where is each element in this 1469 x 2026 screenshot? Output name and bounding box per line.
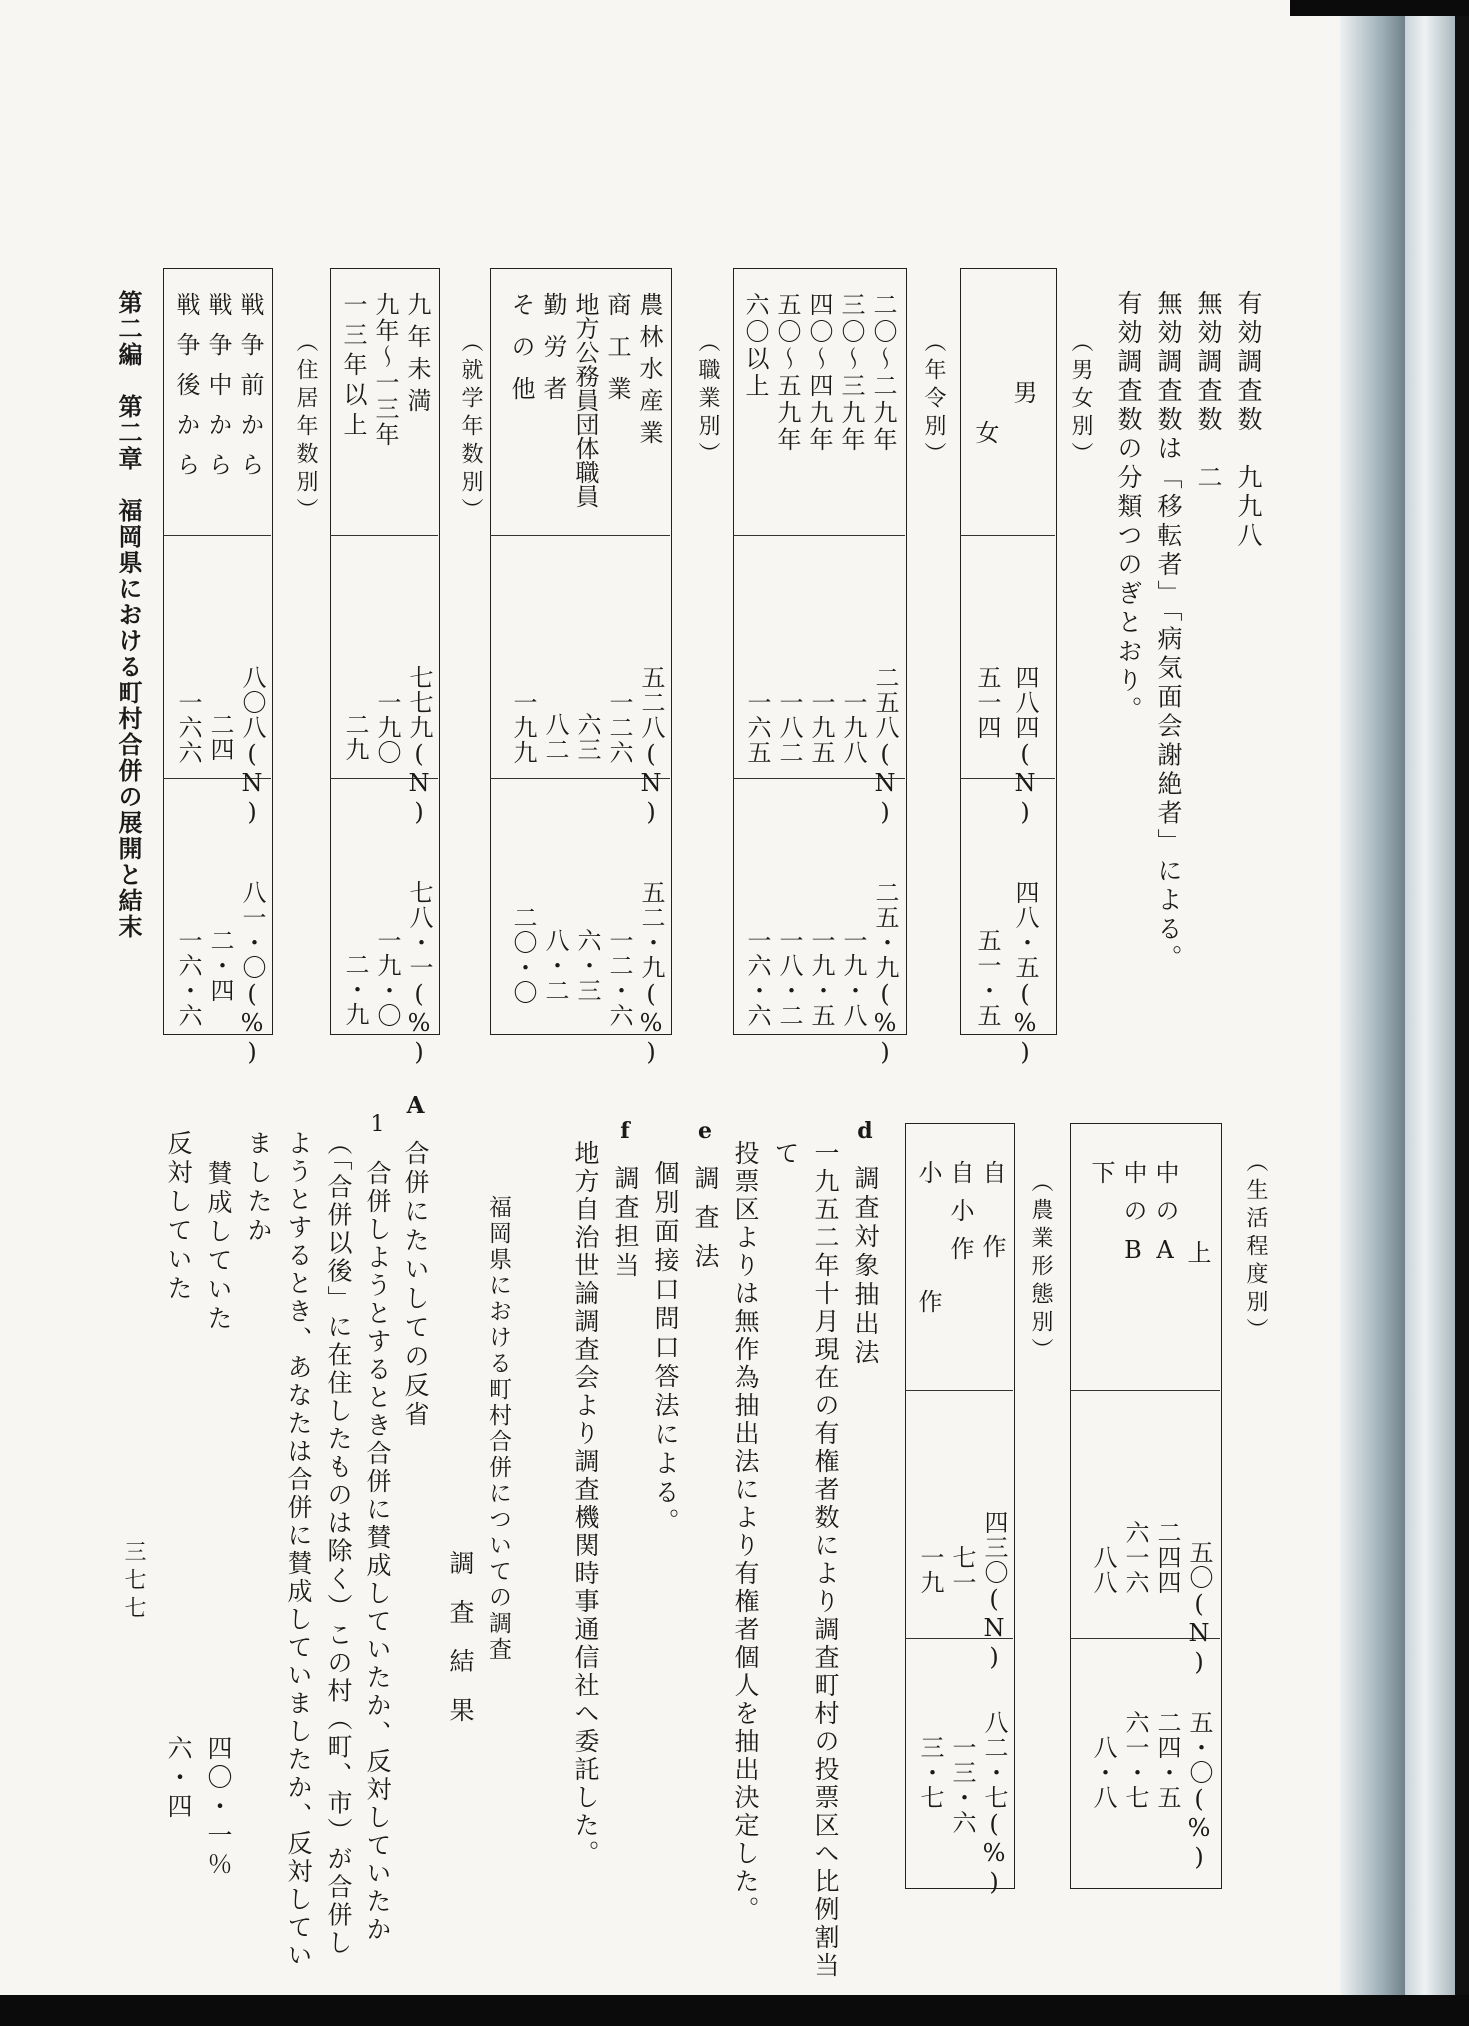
section-f-heading: 調査担当 — [611, 1165, 640, 1281]
table-cell-n: 二五八(N) — [871, 665, 899, 827]
table-cell-n: 四三〇(N) — [980, 1510, 1008, 1672]
table-row-label: 自作 — [978, 1160, 1006, 1308]
table-cell-n: 八八 — [1089, 1545, 1117, 1595]
table-row-label: 中のA — [1151, 1160, 1179, 1278]
table-row-label: 戦争後から — [172, 292, 200, 492]
table-row-label: 戦争中から — [204, 292, 232, 492]
table-cell-n: 一二六 — [605, 690, 633, 765]
table-cell-pct: 五二・九(%) — [637, 880, 665, 1067]
section-e-line-1: 個別面接口問口答法による。 — [651, 1160, 680, 1537]
table-row-label: 九年未満 — [403, 292, 431, 420]
table-cell-pct: 八二・七(%) — [980, 1710, 1008, 1897]
running-head: 第二編 第二章 福岡県における町村合併の展開と結末 — [114, 290, 143, 940]
table-cell-pct: 六一・七 — [1121, 1710, 1149, 1810]
question-line-2: （「合併以後」に在住したものは除く）この村（町、市）が合併し — [324, 1130, 353, 1958]
table-cell-pct: 八一・〇(%) — [238, 880, 266, 1067]
page-edge-shadow — [1340, 0, 1415, 2026]
table-cell-pct: 一二・六 — [605, 928, 633, 1028]
table-divider — [163, 535, 271, 536]
top-dark-strip — [1290, 0, 1469, 16]
table-row-label: 三〇〜三九年 — [837, 292, 865, 454]
table-cell-pct: 四八・五(%) — [1011, 880, 1039, 1067]
table-row-label: 上 — [1183, 1240, 1211, 1267]
table-row-label: 五〇〜五九年 — [773, 292, 801, 454]
table-cell-pct: 一九・八 — [839, 928, 867, 1028]
table-divider — [490, 535, 670, 536]
table-divider — [330, 535, 438, 536]
table-row-label: 九年〜一三年 — [371, 292, 399, 448]
page-number: 三七七 — [121, 1540, 146, 1624]
answer-1-label: 賛成していた — [204, 1160, 233, 1334]
table-cell-n: 五〇(N) — [1185, 1540, 1213, 1677]
table-row-label: 自小作 — [946, 1160, 974, 1274]
table-divider — [1070, 1390, 1220, 1391]
intro-line-1: 有効調査数 九九八 — [1234, 290, 1263, 551]
table-cell-pct: 八・二 — [541, 928, 569, 1003]
intro-line-3: 無効調査数は「移転者」「病気面会謝絶者」による。 — [1154, 290, 1183, 974]
table-cell-pct: 七八・一(%) — [405, 880, 433, 1067]
table-cell-n: 五二八(N) — [637, 665, 665, 827]
section-f-mark: f — [612, 1118, 638, 1148]
next-page-edge — [1405, 15, 1455, 2025]
table-divider — [960, 535, 1055, 536]
table-row-label: 下 — [1087, 1160, 1115, 1187]
table-row-label: 農林水産業 — [635, 292, 663, 452]
results-title: 調査結果 — [446, 1550, 475, 1746]
table-row-label: 男 — [1009, 380, 1037, 407]
table-divider — [733, 535, 905, 536]
table-cell-n: 一九九 — [509, 690, 537, 765]
table-cell-pct: 八・八 — [1089, 1735, 1117, 1810]
bottom-dark-strip — [0, 1995, 1469, 2026]
table-cell-pct: 一六・六 — [743, 928, 771, 1028]
table-row-label: 二〇〜二九年 — [869, 292, 897, 454]
table-cell-pct: 二〇・〇 — [509, 905, 537, 1005]
results-a-mark: A — [402, 1092, 429, 1123]
table-cell-n: 一九五 — [807, 690, 835, 765]
table-cell-n: 一九 — [916, 1545, 944, 1595]
section-d-heading: 調査対象抽出法 — [851, 1165, 880, 1368]
table-row-label: 戦争前から — [236, 292, 264, 492]
table-cell-pct: 五一・五 — [973, 928, 1001, 1028]
table-cell-pct: 一三・六 — [948, 1735, 976, 1835]
table-cell-n: 一六六 — [174, 690, 202, 765]
section-d-line-2: て — [771, 1140, 800, 1169]
results-a-heading: 合併にたいしての反省 — [401, 1140, 430, 1430]
table-cell-n: 一九〇 — [373, 690, 401, 765]
table-row-label: 一三年以上 — [339, 292, 367, 442]
table-cell-pct: 一九・〇 — [373, 928, 401, 1028]
answer-2-label: 反対していた — [164, 1130, 193, 1304]
table-cell-n: 五一四 — [973, 665, 1001, 740]
table-cell-n: 二四 — [206, 712, 234, 762]
table-title-occupation: （職業別） — [695, 330, 720, 470]
question-number: 1 — [365, 1112, 390, 1141]
table-cell-n: 二四四 — [1153, 1520, 1181, 1595]
table-row-label: その他 — [507, 292, 535, 418]
table-title-age: （年令別） — [921, 330, 946, 470]
answer-1-value: 四〇・一％ — [204, 1735, 233, 1880]
section-e-mark: e — [692, 1118, 718, 1148]
table-cell-pct: 二・九 — [341, 952, 369, 1027]
table-cell-n: 一九八 — [839, 690, 867, 765]
intro-line-4: 有効調査数の分類つのぎとおり。 — [1114, 290, 1143, 725]
table-cell-pct: 五・〇(%) — [1185, 1710, 1213, 1872]
answer-2-value: 六・四 — [164, 1735, 193, 1822]
table-row-label: 勤労者 — [539, 292, 567, 418]
section-d-mark: d — [852, 1118, 878, 1148]
table-title-residence: （住居年数別） — [293, 330, 318, 526]
table-title-living-standard: （生活程度別） — [1243, 1150, 1268, 1346]
question-line-4: ましたか — [244, 1130, 273, 1246]
table-cell-n: 六一六 — [1121, 1520, 1149, 1595]
table-cell-n: 四八四(N) — [1011, 665, 1039, 827]
table-row-label: 商工業 — [603, 292, 631, 418]
table-cell-pct: 一九・五 — [807, 928, 835, 1028]
table-cell-pct: 二・四 — [206, 928, 234, 1003]
table-title-farming-type: （農業形態別） — [1028, 1170, 1053, 1366]
table-row-label: 地方公務員団体職員 — [571, 292, 599, 508]
table-cell-pct: 一八・二 — [775, 928, 803, 1028]
table-cell-pct: 一六・六 — [174, 928, 202, 1028]
table-cell-n: 一六五 — [743, 690, 771, 765]
table-cell-n: 七一 — [948, 1545, 976, 1595]
table-cell-pct: 三・七 — [916, 1735, 944, 1810]
table-row-label: 小作 — [914, 1160, 942, 1418]
question-line-1: 合併しようとするとき合併に賛成していたか、反対していたか — [363, 1160, 392, 1944]
table-title-gender: （男女別） — [1068, 330, 1093, 470]
table-cell-pct: 二五・九(%) — [871, 880, 899, 1067]
section-d-line-1: 一九五二年十月現在の有権者数により調査町村の投票区へ比例割当 — [811, 1140, 840, 1980]
section-d-line-3: 投票区よりは無作為抽出法により有権者個人を抽出決定した。 — [731, 1140, 760, 1924]
table-cell-pct: 六・三 — [573, 928, 601, 1003]
table-cell-n: 二九 — [341, 712, 369, 762]
table-cell-n: 一八二 — [775, 690, 803, 765]
table-cell-n: 六三 — [573, 712, 601, 762]
intro-line-2: 無効調査数 二 — [1194, 290, 1223, 493]
table-cell-n: 八〇八(N) — [238, 665, 266, 827]
table-cell-n: 八二 — [541, 712, 569, 762]
table-row-label: 女 — [971, 420, 999, 447]
table-title-schooling: （就学年数別） — [458, 330, 483, 526]
table-row-label: 四〇〜四九年 — [805, 292, 833, 454]
section-f-line-1: 地方自治世論調査会より調査機関時事通信社へ委託した。 — [571, 1140, 600, 1868]
table-cell-n: 七七九(N) — [405, 665, 433, 827]
table-cell-pct: 二四・五 — [1153, 1710, 1181, 1810]
table-row-label: 中のB — [1119, 1160, 1147, 1278]
results-subtitle: 福岡県における町村合併についての調査 — [485, 1195, 511, 1663]
question-line-3: ようとするとき、あなたは合併に賛成していましたか、反対してい — [284, 1130, 313, 1970]
table-row-label: 六〇以上 — [741, 292, 769, 400]
section-e-heading: 調査法 — [691, 1165, 720, 1282]
